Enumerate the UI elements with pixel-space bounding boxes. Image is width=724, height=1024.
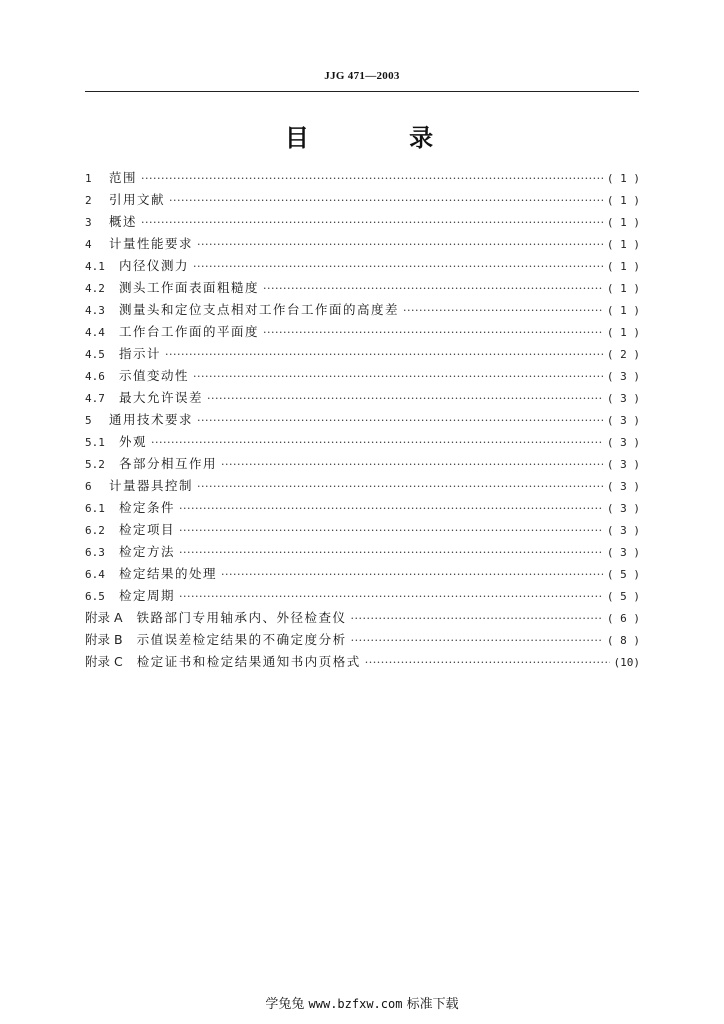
toc-leader-dots [165, 348, 603, 361]
toc-entry-number: 附录 A [85, 610, 123, 625]
toc-entry-page: ( 3 ) [606, 524, 640, 537]
toc-entry-title: 检定周期 [119, 588, 176, 603]
document-code: JJG 471—2003 [324, 70, 400, 82]
toc-entry[interactable] [85, 234, 640, 256]
toc-leader-dots [193, 370, 603, 383]
toc-entry-page: ( 6 ) [606, 612, 640, 625]
toc-entry-title: 各部分相互作用 [119, 456, 218, 471]
footer-url[interactable]: www.bzfxw.com [308, 997, 403, 1011]
toc-leader-dots [197, 414, 603, 427]
toc-entry-number: 5.2 [85, 458, 105, 471]
toc-entry-title: 指示计 [119, 346, 162, 361]
toc-entry-title: 外观 [119, 434, 148, 449]
toc-leader-dots [151, 436, 603, 449]
toc-entry[interactable] [85, 322, 640, 344]
toc-entry-number: 4.7 [85, 392, 105, 405]
toc-entry[interactable] [85, 520, 640, 542]
toc-entry-number: 4.2 [85, 282, 105, 295]
toc-entry[interactable] [85, 564, 640, 586]
toc-entry-page: ( 1 ) [606, 282, 640, 295]
toc-entry-title: 通用技术要求 [109, 412, 194, 427]
toc-entry-title: 概述 [109, 214, 138, 229]
toc-entry-title: 检定方法 [119, 544, 176, 559]
toc-entry-page: (10) [613, 656, 640, 669]
toc-entry-page: ( 1 ) [606, 326, 640, 339]
table-of-contents [85, 168, 640, 674]
toc-entry-number: 附录 B [85, 632, 123, 647]
toc-entry[interactable] [85, 586, 640, 608]
toc-entry[interactable] [85, 542, 640, 564]
toc-entry-title: 内径仪测力 [119, 258, 190, 273]
toc-leader-dots [403, 304, 603, 317]
toc-leader-dots [197, 480, 603, 493]
toc-entry-title: 检定条件 [119, 500, 176, 515]
toc-entry[interactable] [85, 498, 640, 520]
toc-entry-page: ( 3 ) [606, 502, 640, 515]
footer-site-name: 学兔兔 [265, 997, 305, 1012]
toc-entry-page: ( 3 ) [606, 392, 640, 405]
toc-entry-page: ( 1 ) [606, 194, 640, 207]
toc-entry-number: 4.1 [85, 260, 105, 273]
toc-leader-dots [179, 546, 603, 559]
toc-entry[interactable] [85, 652, 640, 674]
toc-entry-number: 2 [85, 194, 92, 207]
toc-entry[interactable] [85, 388, 640, 410]
toc-entry-page: ( 3 ) [606, 436, 640, 449]
toc-leader-dots [263, 326, 603, 339]
toc-entry-title: 检定项目 [119, 522, 176, 537]
toc-entry-title: 测量头和定位支点相对工作台工作面的高度差 [119, 302, 400, 317]
toc-leader-dots [193, 260, 603, 273]
toc-entry-page: ( 1 ) [606, 172, 640, 185]
toc-entry-page: ( 8 ) [606, 634, 640, 647]
header-rule [85, 91, 639, 92]
toc-entry-title: 计量器具控制 [109, 478, 194, 493]
toc-entry-page: ( 1 ) [606, 216, 640, 229]
toc-entry-number: 附录 C [85, 654, 123, 669]
toc-entry-page: ( 1 ) [606, 304, 640, 317]
toc-entry-page: ( 3 ) [606, 480, 640, 493]
toc-leader-dots [179, 502, 603, 515]
toc-entry-page: ( 3 ) [606, 370, 640, 383]
toc-entry-title: 铁路部门专用轴承内、外径检查仪 [136, 610, 347, 625]
toc-entry-number: 4 [85, 238, 92, 251]
toc-leader-dots [263, 282, 603, 295]
toc-leader-dots [207, 392, 603, 405]
toc-entry[interactable] [85, 212, 640, 234]
toc-leader-dots [221, 568, 603, 581]
toc-entry-page: ( 3 ) [606, 546, 640, 559]
toc-leader-dots [141, 172, 603, 185]
toc-leader-dots [169, 194, 603, 207]
toc-entry-title: 引用文献 [109, 192, 166, 207]
toc-leader-dots [221, 458, 603, 471]
toc-entry[interactable] [85, 608, 640, 630]
toc-entry-title: 示值变动性 [119, 368, 190, 383]
toc-leader-dots [365, 656, 610, 669]
toc-entry-number: 4.5 [85, 348, 105, 361]
toc-leader-dots [179, 524, 603, 537]
toc-leader-dots [197, 238, 603, 251]
toc-entry-title: 最大允许误差 [119, 390, 204, 405]
toc-entry-title: 示值误差检定结果的不确定度分析 [136, 632, 347, 647]
toc-entry[interactable] [85, 190, 640, 212]
toc-entry-page: ( 3 ) [606, 458, 640, 471]
toc-entry[interactable] [85, 410, 640, 432]
page-title: 目 录 [284, 124, 480, 152]
toc-entry-number: 1 [85, 172, 92, 185]
toc-entry[interactable] [85, 476, 640, 498]
toc-entry-number: 3 [85, 216, 92, 229]
toc-entry-number: 4.4 [85, 326, 105, 339]
toc-leader-dots [179, 590, 603, 603]
toc-entry-number: 6.3 [85, 546, 105, 559]
toc-entry[interactable] [85, 344, 640, 366]
toc-leader-dots [351, 612, 603, 625]
toc-entry-number: 6.4 [85, 568, 105, 581]
toc-entry-number: 6 [85, 480, 92, 493]
toc-leader-dots [141, 216, 603, 229]
toc-entry-title: 范围 [109, 170, 138, 185]
toc-entry-number: 6.2 [85, 524, 105, 537]
toc-entry[interactable] [85, 366, 640, 388]
toc-entry[interactable] [85, 300, 640, 322]
toc-entry-number: 4.3 [85, 304, 105, 317]
toc-leader-dots [351, 634, 603, 647]
footer-tagline: 标准下载 [406, 997, 459, 1012]
toc-entry-page: ( 5 ) [606, 568, 640, 581]
toc-entry-title: 测头工作面表面粗糙度 [119, 280, 260, 295]
toc-entry-number: 6.5 [85, 590, 105, 603]
toc-entry-title: 检定证书和检定结果通知书内页格式 [136, 654, 361, 669]
footer [0, 993, 724, 1012]
toc-entry[interactable] [85, 454, 640, 476]
toc-entry-page: ( 2 ) [606, 348, 640, 361]
toc-entry[interactable] [85, 278, 640, 300]
toc-entry[interactable] [85, 432, 640, 454]
toc-entry-title: 检定结果的处理 [119, 566, 218, 581]
toc-entry-page: ( 1 ) [606, 260, 640, 273]
toc-entry-number: 5.1 [85, 436, 105, 449]
toc-entry[interactable] [85, 630, 640, 652]
toc-entry-page: ( 5 ) [606, 590, 640, 603]
toc-entry[interactable] [85, 168, 640, 190]
toc-entry-title: 工作台工作面的平面度 [119, 324, 260, 339]
toc-entry[interactable] [85, 256, 640, 278]
toc-entry-number: 4.6 [85, 370, 105, 383]
toc-entry-number: 5 [85, 414, 92, 427]
toc-entry-number: 6.1 [85, 502, 105, 515]
toc-entry-title: 计量性能要求 [109, 236, 194, 251]
toc-entry-page: ( 1 ) [606, 238, 640, 251]
toc-entry-page: ( 3 ) [606, 414, 640, 427]
